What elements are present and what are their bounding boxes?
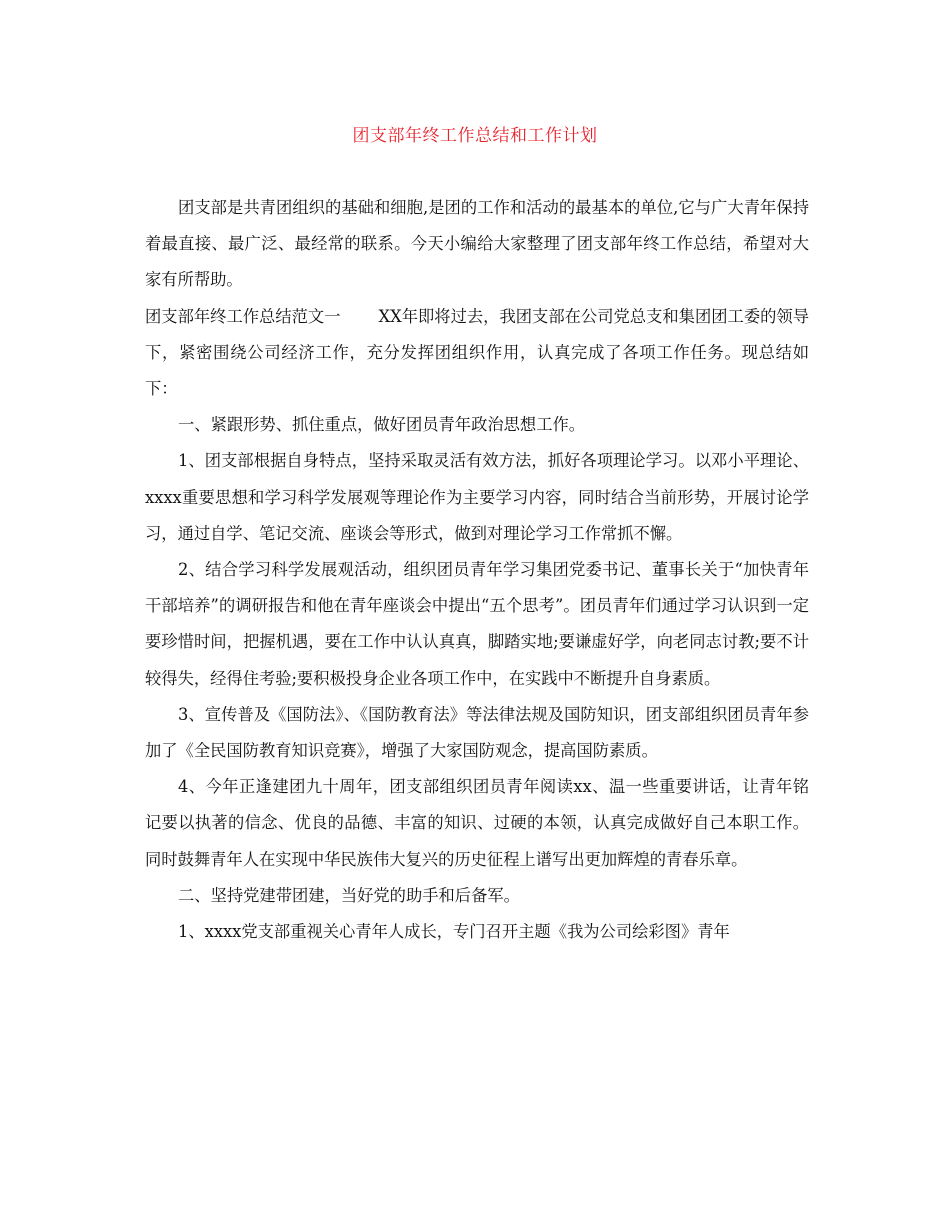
- sample-opening: XX年即将过去，我团支部在公司党总支和集团团工委的领导下，紧密围绕公司经济工作，充分发挥团组织作用，认真完成了各项工作任务。现总结如下：: [145, 306, 809, 399]
- paragraph-item5: 1、xxxx党支部重视关心青年人成长，专门召开主题《我为公司绘彩图》青年: [178, 922, 730, 942]
- sample-paragraph: [145, 299, 809, 408]
- paragraph-item4: 4、今年正逢建团九十周年，团支部组织团员青年阅读xx、温一些重要讲话，让青年铭记要以执著的信念、优良的品德、丰富的知识、过硬的本领，认真完成做好自己本职工作。同时鼓舞青年人在实现中华民族伟大复兴的历史征程上谱写出更加辉煌的青春乐章。: [145, 777, 809, 869]
- paragraph-item3: 3、宣传普及《国防法》、《国防教育法》等法律法规及国防知识，团支部组织团员青年参加了《全民国防教育知识竞赛》，增强了大家国防观念，提高国防素质。: [145, 704, 809, 761]
- paragraph-item1: 1、团支部根据自身特点，坚持采取灵活有效方法，抓好各项理论学习。以邓小平理论、xxxx重要思想和学习科学发展观等理论作为主要学习内容，同时结合当前形势，开展讨论学习，通过自学、笔记交流、座谈会等形式，做到对理论学习工作常抓不懈。: [145, 451, 809, 543]
- intro-paragraph: 团支部是共青团组织的基础和细胞,是团的工作和活动的最基本的单位,它与广大青年保持着最直接、最广泛、最经常的联系。今天小编给大家整理了团支部年终工作总结，希望对大家有所帮助。: [145, 198, 809, 290]
- document-title: 团支部年终工作总结和工作计划: [352, 126, 598, 146]
- paragraph-item2: 2、结合学习科学发展观活动，组织团员青年学习集团党委书记、董事长关于“加快青年干部培养”的调研报告和他在青年座谈会中提出“五个思考”。团员青年们通过学习认识到一定要珍惜时间，把握机遇，要在工作中认认真真，脚踏实地;要谦虚好学，向老同志讨教;要不计较得失，经得住考验;要积极投身企业各项工作中，在实践中不断提升自身素质。: [145, 560, 809, 688]
- document-body: [145, 190, 809, 950]
- sample-heading: 团支部年终工作总结范文一: [145, 306, 341, 326]
- section2-heading: 二、坚持党建带团建，当好党的助手和后备军。: [178, 885, 520, 905]
- section1-heading: 一、紧跟形势、抓住重点，做好团员青年政治思想工作。: [178, 415, 586, 435]
